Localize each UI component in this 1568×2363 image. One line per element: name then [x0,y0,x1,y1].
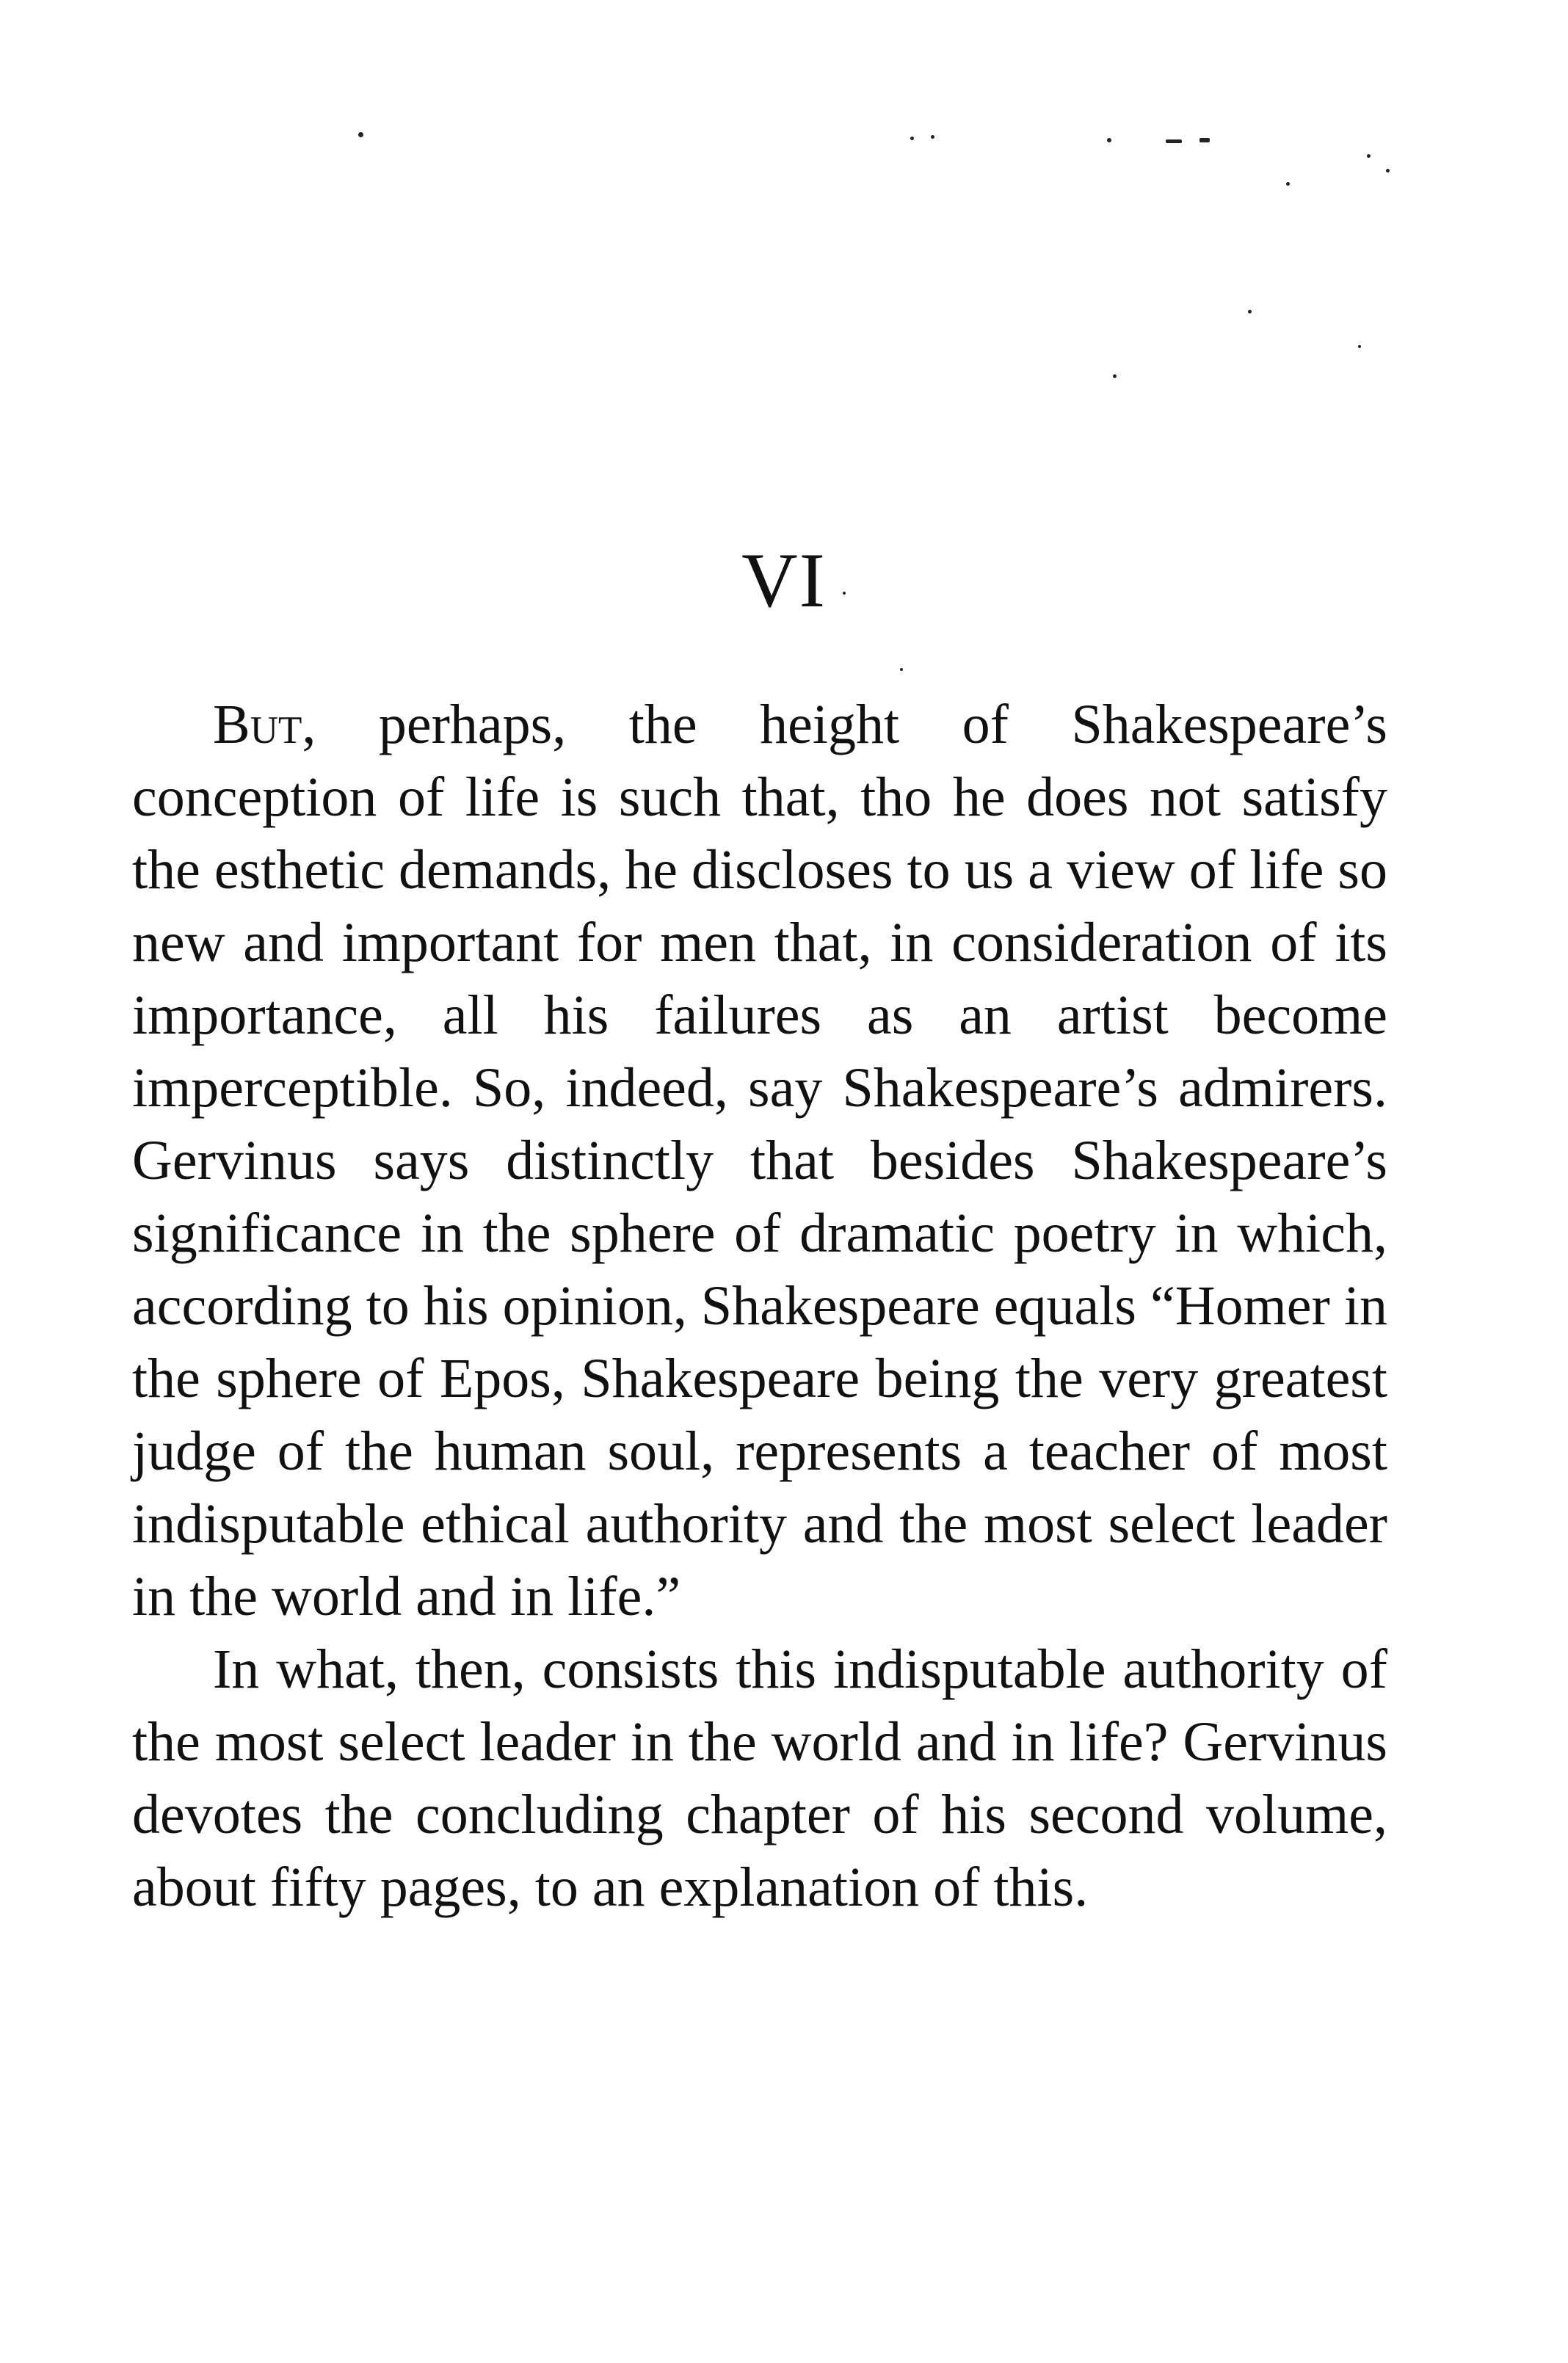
scan-speck [1386,169,1390,173]
paragraph-lead: But [213,694,302,755]
scan-speck [1286,182,1290,186]
scan-speck [1358,345,1361,348]
scan-speck [1199,138,1210,142]
scan-speck [1107,138,1111,142]
body-text [132,689,1387,1924]
scan-speck [1248,310,1252,313]
paragraph [132,1633,1387,1924]
scan-speck [900,668,903,671]
scan-speck [1166,139,1182,143]
chapter-number: VI [741,537,827,623]
paragraph [132,689,1387,1633]
scan-speck [931,135,934,139]
scan-speck [910,137,914,140]
scan-speck [1367,154,1371,158]
scan-speck [358,132,363,137]
paragraph-text: , perhaps, the height of Shakespeare’s conception of life is such that, tho he does not satisfy the esthetic demands, he discloses to us a view of life so new and important for men that, in consideration of its importance, all his failures as an artist become imperceptible. So, indeed, say Shakespeare’s admirers. Gervinus says distinctly that besides Shakespeare’s significance in the sphere of dramatic poetry in which, according to his opinion, Shakespeare equals “Homer in the sphere of Epos, Shakespeare being the very greatest judge of the human soul, represents a teacher of most indisputable ethical authority and the most select leader in the world and in life.” [132,694,1387,1627]
paragraph-text: In what, then, consists this indisputable authority of the most select leader in the world and in life? Gervinus devotes the concluding chapter of his second volume, about fifty pages, to an explanation of this. [132,1638,1387,1918]
scan-speck [1113,374,1117,378]
